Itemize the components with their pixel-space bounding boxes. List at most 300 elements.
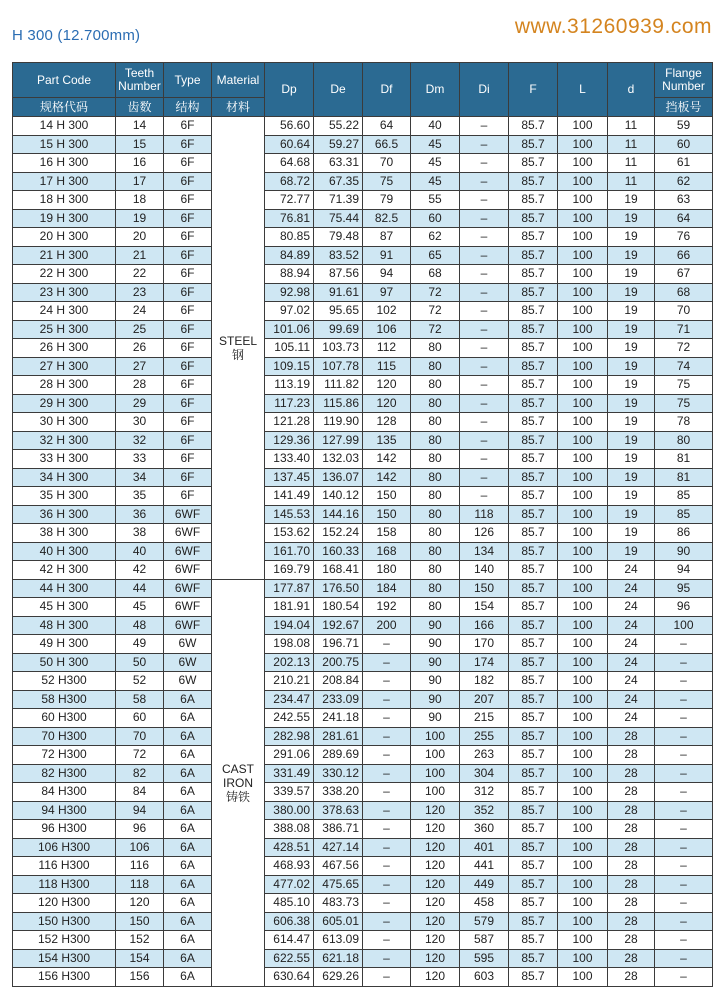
cell-dm: 80 <box>411 357 460 376</box>
cell-di: 360 <box>460 820 509 839</box>
cell-l: 100 <box>558 820 608 839</box>
cell-teeth: 38 <box>116 524 164 543</box>
cell-teeth: 116 <box>116 857 164 876</box>
header-l: L <box>558 63 608 117</box>
cell-l: 100 <box>558 635 608 654</box>
cell-de: 168.41 <box>314 561 363 580</box>
cell-f: 85.7 <box>509 191 558 210</box>
cell-di: 215 <box>460 709 509 728</box>
cell-di: 118 <box>460 505 509 524</box>
cell-f: 85.7 <box>509 302 558 321</box>
cell-d: 28 <box>608 727 655 746</box>
cell-d: 28 <box>608 875 655 894</box>
cell-type: 6F <box>164 135 212 154</box>
cell-de: 132.03 <box>314 450 363 469</box>
cell-type: 6F <box>164 209 212 228</box>
table-row <box>13 894 713 913</box>
cell-dm: 65 <box>411 246 460 265</box>
table-row <box>13 117 713 136</box>
cell-dp: 161.70 <box>265 542 314 561</box>
cell-f: 85.7 <box>509 431 558 450</box>
cell-de: 330.12 <box>314 764 363 783</box>
cell-teeth: 29 <box>116 394 164 413</box>
cell-flange: – <box>655 968 713 987</box>
table-row <box>13 561 713 580</box>
cell-part-code: 70 H300 <box>13 727 116 746</box>
cell-part-code: 44 H 300 <box>13 579 116 598</box>
cell-teeth: 15 <box>116 135 164 154</box>
header-teeth: Teeth Number <box>116 63 164 98</box>
cell-de: 160.33 <box>314 542 363 561</box>
cell-type: 6A <box>164 709 212 728</box>
table-row <box>13 265 713 284</box>
cell-de: 67.35 <box>314 172 363 191</box>
cell-flange: – <box>655 912 713 931</box>
cell-d: 11 <box>608 172 655 191</box>
cell-l: 100 <box>558 542 608 561</box>
cell-l: 100 <box>558 357 608 376</box>
cell-d: 24 <box>608 616 655 635</box>
cell-di: 352 <box>460 801 509 820</box>
cell-d: 24 <box>608 690 655 709</box>
cell-flange: – <box>655 764 713 783</box>
material-steel <box>212 117 265 580</box>
cell-df: – <box>363 875 411 894</box>
cell-l: 100 <box>558 394 608 413</box>
cell-di: – <box>460 320 509 339</box>
cell-flange: 85 <box>655 487 713 506</box>
cell-l: 100 <box>558 727 608 746</box>
cell-part-code: 23 H 300 <box>13 283 116 302</box>
cell-part-code: 33 H 300 <box>13 450 116 469</box>
material-label: CAST IRON <box>221 761 254 790</box>
cell-l: 100 <box>558 801 608 820</box>
cell-f: 85.7 <box>509 727 558 746</box>
cell-d: 24 <box>608 561 655 580</box>
cell-d: 24 <box>608 653 655 672</box>
cell-dm: 72 <box>411 283 460 302</box>
cell-f: 85.7 <box>509 561 558 580</box>
cell-di: 166 <box>460 616 509 635</box>
cell-l: 100 <box>558 135 608 154</box>
cell-type: 6A <box>164 857 212 876</box>
cell-dp: 331.49 <box>265 764 314 783</box>
cell-df: 200 <box>363 616 411 635</box>
cell-di: – <box>460 154 509 173</box>
cell-d: 24 <box>608 709 655 728</box>
cell-di: 134 <box>460 542 509 561</box>
cell-f: 85.7 <box>509 783 558 802</box>
cell-f: 85.7 <box>509 339 558 358</box>
cell-de: 59.27 <box>314 135 363 154</box>
cell-df: – <box>363 838 411 857</box>
cell-flange: – <box>655 801 713 820</box>
cell-dm: 80 <box>411 394 460 413</box>
cell-de: 378.63 <box>314 801 363 820</box>
cell-df: 97 <box>363 283 411 302</box>
cell-dm: 120 <box>411 931 460 950</box>
cell-dp: 113.19 <box>265 376 314 395</box>
cell-dp: 169.79 <box>265 561 314 580</box>
table-row <box>13 968 713 987</box>
cell-type: 6F <box>164 246 212 265</box>
cell-dm: 80 <box>411 450 460 469</box>
cell-flange: – <box>655 838 713 857</box>
table-row <box>13 394 713 413</box>
cell-df: – <box>363 672 411 691</box>
header-f: F <box>509 63 558 117</box>
cell-de: 79.48 <box>314 228 363 247</box>
cell-dp: 339.57 <box>265 783 314 802</box>
cell-teeth: 21 <box>116 246 164 265</box>
cell-di: – <box>460 172 509 191</box>
cell-dp: 60.64 <box>265 135 314 154</box>
cell-dp: 291.06 <box>265 746 314 765</box>
cell-dp: 97.02 <box>265 302 314 321</box>
header-flange-cn: 挡板号 <box>655 98 713 117</box>
cell-part-code: 154 H300 <box>13 949 116 968</box>
cell-teeth: 84 <box>116 783 164 802</box>
cell-di: – <box>460 265 509 284</box>
cell-de: 241.18 <box>314 709 363 728</box>
cell-f: 85.7 <box>509 524 558 543</box>
cell-de: 605.01 <box>314 912 363 931</box>
cell-f: 85.7 <box>509 117 558 136</box>
cell-de: 111.82 <box>314 376 363 395</box>
cell-teeth: 23 <box>116 283 164 302</box>
cell-flange: 95 <box>655 579 713 598</box>
cell-teeth: 152 <box>116 931 164 950</box>
cell-l: 100 <box>558 690 608 709</box>
table-row <box>13 505 713 524</box>
cell-d: 19 <box>608 302 655 321</box>
cell-part-code: 50 H 300 <box>13 653 116 672</box>
cell-dm: 80 <box>411 524 460 543</box>
cell-dm: 72 <box>411 302 460 321</box>
cell-de: 152.24 <box>314 524 363 543</box>
cell-type: 6A <box>164 820 212 839</box>
cell-df: – <box>363 709 411 728</box>
cell-teeth: 18 <box>116 191 164 210</box>
cell-part-code: 52 H300 <box>13 672 116 691</box>
cell-df: 180 <box>363 561 411 580</box>
cell-flange: – <box>655 690 713 709</box>
cell-type: 6WF <box>164 561 212 580</box>
cell-part-code: 36 H 300 <box>13 505 116 524</box>
cell-part-code: 116 H300 <box>13 857 116 876</box>
cell-dm: 90 <box>411 653 460 672</box>
cell-f: 85.7 <box>509 616 558 635</box>
cell-de: 140.12 <box>314 487 363 506</box>
cell-de: 467.56 <box>314 857 363 876</box>
cell-dp: 121.28 <box>265 413 314 432</box>
cell-flange: 67 <box>655 265 713 284</box>
cell-de: 196.71 <box>314 635 363 654</box>
cell-teeth: 22 <box>116 265 164 284</box>
cell-de: 115.86 <box>314 394 363 413</box>
cell-de: 55.22 <box>314 117 363 136</box>
cell-dm: 80 <box>411 579 460 598</box>
cell-f: 85.7 <box>509 505 558 524</box>
cell-de: 95.65 <box>314 302 363 321</box>
cell-de: 289.69 <box>314 746 363 765</box>
cell-f: 85.7 <box>509 413 558 432</box>
cell-dm: 90 <box>411 616 460 635</box>
cell-l: 100 <box>558 764 608 783</box>
cell-flange: 90 <box>655 542 713 561</box>
cell-di: – <box>460 357 509 376</box>
cell-f: 85.7 <box>509 172 558 191</box>
table-row <box>13 949 713 968</box>
cell-teeth: 32 <box>116 431 164 450</box>
cell-df: – <box>363 764 411 783</box>
table-row <box>13 820 713 839</box>
cell-l: 100 <box>558 431 608 450</box>
cell-df: – <box>363 783 411 802</box>
cell-l: 100 <box>558 505 608 524</box>
cell-l: 100 <box>558 783 608 802</box>
cell-d: 28 <box>608 801 655 820</box>
cell-flange: – <box>655 875 713 894</box>
cell-f: 85.7 <box>509 246 558 265</box>
cell-dp: 80.85 <box>265 228 314 247</box>
cell-de: 386.71 <box>314 820 363 839</box>
cell-dm: 68 <box>411 265 460 284</box>
table-row <box>13 838 713 857</box>
cell-df: 128 <box>363 413 411 432</box>
cell-teeth: 106 <box>116 838 164 857</box>
cell-teeth: 17 <box>116 172 164 191</box>
cell-flange: 81 <box>655 468 713 487</box>
cell-d: 28 <box>608 820 655 839</box>
cell-d: 19 <box>608 450 655 469</box>
cell-de: 127.99 <box>314 431 363 450</box>
cell-type: 6A <box>164 746 212 765</box>
cell-type: 6F <box>164 413 212 432</box>
cell-type: 6A <box>164 912 212 931</box>
cell-type: 6F <box>164 376 212 395</box>
cell-dm: 80 <box>411 339 460 358</box>
cell-di: – <box>460 228 509 247</box>
cell-df: – <box>363 690 411 709</box>
table-row <box>13 357 713 376</box>
cell-di: 304 <box>460 764 509 783</box>
cell-df: 168 <box>363 542 411 561</box>
cell-dm: 45 <box>411 172 460 191</box>
table-row <box>13 912 713 931</box>
cell-dp: 56.60 <box>265 117 314 136</box>
cell-f: 85.7 <box>509 838 558 857</box>
cell-dm: 120 <box>411 894 460 913</box>
cell-de: 63.31 <box>314 154 363 173</box>
cell-l: 100 <box>558 376 608 395</box>
cell-di: 449 <box>460 875 509 894</box>
cell-df: 120 <box>363 394 411 413</box>
cell-flange: 72 <box>655 339 713 358</box>
cell-df: 192 <box>363 598 411 617</box>
cell-type: 6A <box>164 931 212 950</box>
cell-f: 85.7 <box>509 820 558 839</box>
cell-d: 19 <box>608 209 655 228</box>
cell-type: 6A <box>164 727 212 746</box>
cell-di: – <box>460 135 509 154</box>
cell-type: 6F <box>164 302 212 321</box>
cell-dm: 120 <box>411 820 460 839</box>
header-material: Material <box>212 63 265 98</box>
table-row <box>13 487 713 506</box>
cell-d: 28 <box>608 746 655 765</box>
cell-df: – <box>363 857 411 876</box>
cell-f: 85.7 <box>509 949 558 968</box>
cell-dm: 40 <box>411 117 460 136</box>
table-row <box>13 727 713 746</box>
cell-di: 255 <box>460 727 509 746</box>
cell-de: 200.75 <box>314 653 363 672</box>
header-de: De <box>314 63 363 117</box>
cell-part-code: 34 H 300 <box>13 468 116 487</box>
cell-type: 6A <box>164 838 212 857</box>
cell-teeth: 52 <box>116 672 164 691</box>
cell-l: 100 <box>558 616 608 635</box>
cell-df: 142 <box>363 450 411 469</box>
cell-l: 100 <box>558 912 608 931</box>
cell-part-code: 82 H300 <box>13 764 116 783</box>
cell-dm: 45 <box>411 135 460 154</box>
cell-l: 100 <box>558 653 608 672</box>
cell-part-code: 48 H 300 <box>13 616 116 635</box>
cell-part-code: 58 H300 <box>13 690 116 709</box>
cell-teeth: 154 <box>116 949 164 968</box>
cell-d: 28 <box>608 912 655 931</box>
cell-di: 312 <box>460 783 509 802</box>
cell-df: – <box>363 968 411 987</box>
table-row <box>13 450 713 469</box>
cell-d: 28 <box>608 968 655 987</box>
cell-d: 19 <box>608 394 655 413</box>
cell-d: 19 <box>608 191 655 210</box>
cell-di: – <box>460 450 509 469</box>
cell-dp: 380.00 <box>265 801 314 820</box>
table-row <box>13 690 713 709</box>
cell-type: 6A <box>164 690 212 709</box>
cell-df: 158 <box>363 524 411 543</box>
cell-df: 82.5 <box>363 209 411 228</box>
cell-f: 85.7 <box>509 653 558 672</box>
cell-f: 85.7 <box>509 376 558 395</box>
cell-l: 100 <box>558 857 608 876</box>
cell-type: 6WF <box>164 616 212 635</box>
cell-dm: 45 <box>411 154 460 173</box>
cell-dm: 60 <box>411 209 460 228</box>
cell-f: 85.7 <box>509 450 558 469</box>
cell-l: 100 <box>558 302 608 321</box>
cell-d: 19 <box>608 246 655 265</box>
cell-type: 6A <box>164 894 212 913</box>
cell-dm: 80 <box>411 413 460 432</box>
cell-de: 281.61 <box>314 727 363 746</box>
cell-teeth: 30 <box>116 413 164 432</box>
cell-part-code: 72 H300 <box>13 746 116 765</box>
cell-dp: 68.72 <box>265 172 314 191</box>
cell-di: 182 <box>460 672 509 691</box>
cell-df: 150 <box>363 487 411 506</box>
cell-type: 6A <box>164 801 212 820</box>
cell-df: – <box>363 820 411 839</box>
cell-di: – <box>460 339 509 358</box>
cell-dm: 100 <box>411 727 460 746</box>
cell-f: 85.7 <box>509 265 558 284</box>
cell-l: 100 <box>558 709 608 728</box>
cell-flange: – <box>655 672 713 691</box>
cell-l: 100 <box>558 894 608 913</box>
cell-d: 28 <box>608 764 655 783</box>
cell-dp: 133.40 <box>265 450 314 469</box>
cell-flange: 70 <box>655 302 713 321</box>
cell-l: 100 <box>558 228 608 247</box>
cell-f: 85.7 <box>509 801 558 820</box>
table-row <box>13 542 713 561</box>
cell-type: 6F <box>164 154 212 173</box>
table-row <box>13 801 713 820</box>
cell-type: 6WF <box>164 579 212 598</box>
header-material-cn: 材料 <box>212 98 265 117</box>
table-row <box>13 783 713 802</box>
cell-type: 6F <box>164 117 212 136</box>
cell-l: 100 <box>558 450 608 469</box>
cell-flange: 63 <box>655 191 713 210</box>
cell-di: 587 <box>460 931 509 950</box>
cell-part-code: 152 H300 <box>13 931 116 950</box>
cell-dp: 194.04 <box>265 616 314 635</box>
cell-dp: 109.15 <box>265 357 314 376</box>
cell-f: 85.7 <box>509 135 558 154</box>
cell-dm: 120 <box>411 838 460 857</box>
cell-df: 102 <box>363 302 411 321</box>
cell-dm: 72 <box>411 320 460 339</box>
cell-part-code: 14 H 300 <box>13 117 116 136</box>
cell-teeth: 50 <box>116 653 164 672</box>
cell-d: 19 <box>608 228 655 247</box>
page-title: H 300 (12.700mm) <box>12 27 141 44</box>
cell-de: 136.07 <box>314 468 363 487</box>
cell-teeth: 49 <box>116 635 164 654</box>
cell-di: – <box>460 302 509 321</box>
cell-df: 75 <box>363 172 411 191</box>
cell-l: 100 <box>558 283 608 302</box>
cell-teeth: 25 <box>116 320 164 339</box>
cell-part-code: 26 H 300 <box>13 339 116 358</box>
cell-teeth: 34 <box>116 468 164 487</box>
cell-flange: 64 <box>655 209 713 228</box>
cell-di: 170 <box>460 635 509 654</box>
cell-type: 6F <box>164 450 212 469</box>
table-row <box>13 468 713 487</box>
header-dp: Dp <box>265 63 314 117</box>
cell-dp: 92.98 <box>265 283 314 302</box>
cell-d: 19 <box>608 283 655 302</box>
cell-dm: 120 <box>411 857 460 876</box>
cell-dp: 181.91 <box>265 598 314 617</box>
cell-d: 19 <box>608 265 655 284</box>
cell-df: 91 <box>363 246 411 265</box>
cell-l: 100 <box>558 746 608 765</box>
cell-df: 150 <box>363 505 411 524</box>
cell-de: 99.69 <box>314 320 363 339</box>
cell-type: 6F <box>164 431 212 450</box>
material-label-cn: 铸铁 <box>225 789 250 804</box>
cell-f: 85.7 <box>509 487 558 506</box>
header-type: Type <box>164 63 212 98</box>
